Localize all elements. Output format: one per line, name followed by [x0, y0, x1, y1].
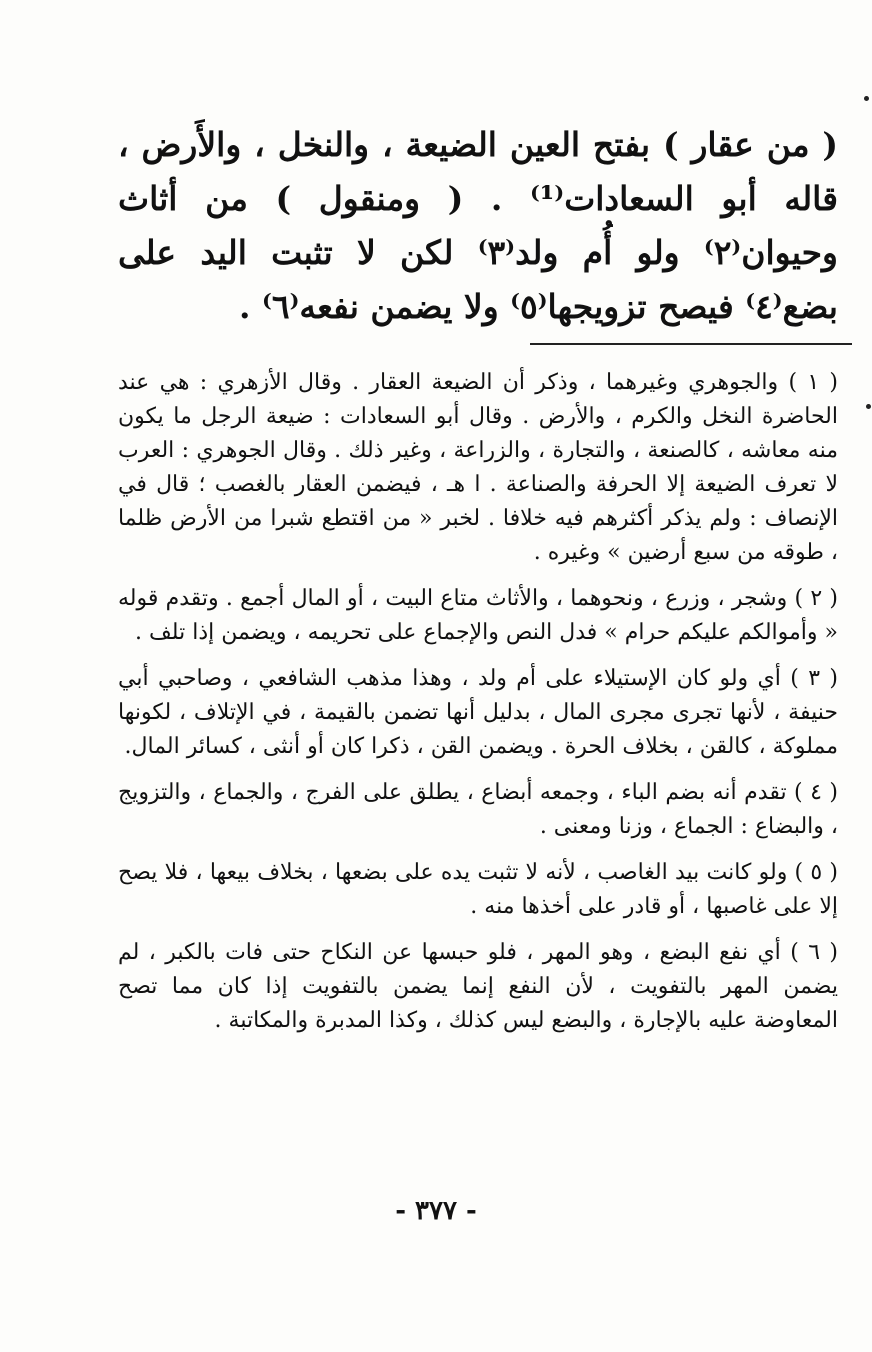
footnote-3: ( ٣ ) أي ولو كان الإستيلاء على أم ولد ، وهذا مذهب الشافعي ، وصاحبي أبي حنيفة ، لأنها تجرى مجرى المال ، بدليل أنها تضمن بالقيمة ، في الإتلاف ، لكونها مملوكة ، كالقن ، بخلاف الحرة . ويضمن القن ، ذكرا كان أو أنثى ، كسائر المال.	[118, 666, 838, 759]
footnote-2: ( ٢ ) وشجر ، وزرع ، ونحوهما ، والأثاث متاع البيت ، أو المال أجمع . وتقدم قوله « وأموالكم عليكم حرام » فدل النص والإجماع على تحريمه ، ويضمن إذا تلف .	[118, 586, 839, 645]
page-number: - ٣٧٧ -	[395, 1196, 477, 1226]
footnotes	[118, 366, 838, 1050]
scan-speck	[866, 404, 871, 409]
main-paragraph: ( من عقار ) بفتح العين الضيعة ، والنخل ، والأَرض ، قاله أبو السعادات⁽¹⁾ . ( ومنقول ) من أثاث وحيوان⁽٢⁾ ولو أُم ولد⁽٣⁾ لكن لا تثبت اليد على بضع⁽٤⁾ فيصح تزويجها⁽٥⁾ ولا يضمن نفعه⁽٦⁾ .	[118, 125, 838, 326]
scan-speck	[864, 96, 869, 101]
footnote-6: ( ٦ ) أي نفع البضع ، وهو المهر ، فلو حبسها عن النكاح حتى فات بالكبر ، لم يضمن المهر بالتفويت ، لأن النفع إنما يضمن بالتفويت إذا كان مما تصح المعاوضة عليه بالإجارة ، والبضع ليس كذلك ، وكذا المدبرة والمكاتبة .	[118, 940, 838, 1033]
footnote-separator	[530, 343, 852, 345]
footnote-5: ( ٥ ) ولو كانت بيد الغاصب ، لأنه لا تثبت يده على بضعها ، بخلاف بيعها ، فلا يصح إلا على غاصبها ، أو قادر على أخذها منه .	[118, 860, 838, 919]
footnote-1: ( ١ ) والجوهري وغيرهما ، وذكر أن الضيعة العقار . وقال الأزهري : هي عند الحاضرة النخل والكرم ، والأرض . وقال أبو السعادات : ضيعة الرجل ما يكون منه معاشه ، كالصنعة ، والتجارة ، والزراعة ، وغير ذلك . وقال الجوهري : العرب لا تعرف الضيعة إلا الحرفة والصناعة . ا هـ ، فيضمن العقار بالغصب ؛ قال في الإنصاف : ولم يذكر أكثرهم فيه خلافا . لخبر « من اقتطع شبرا من الأرض ظلما ، طوقه من سبع أرضين » وغيره .	[118, 370, 839, 565]
footnote-4: ( ٤ ) تقدم أنه بضم الباء ، وجمعه أبضاع ، يطلق على الفرج ، والجماع ، والتزويج ، والبضاع : الجماع ، وزنا ومعنى .	[118, 780, 838, 839]
main-text	[118, 118, 838, 334]
